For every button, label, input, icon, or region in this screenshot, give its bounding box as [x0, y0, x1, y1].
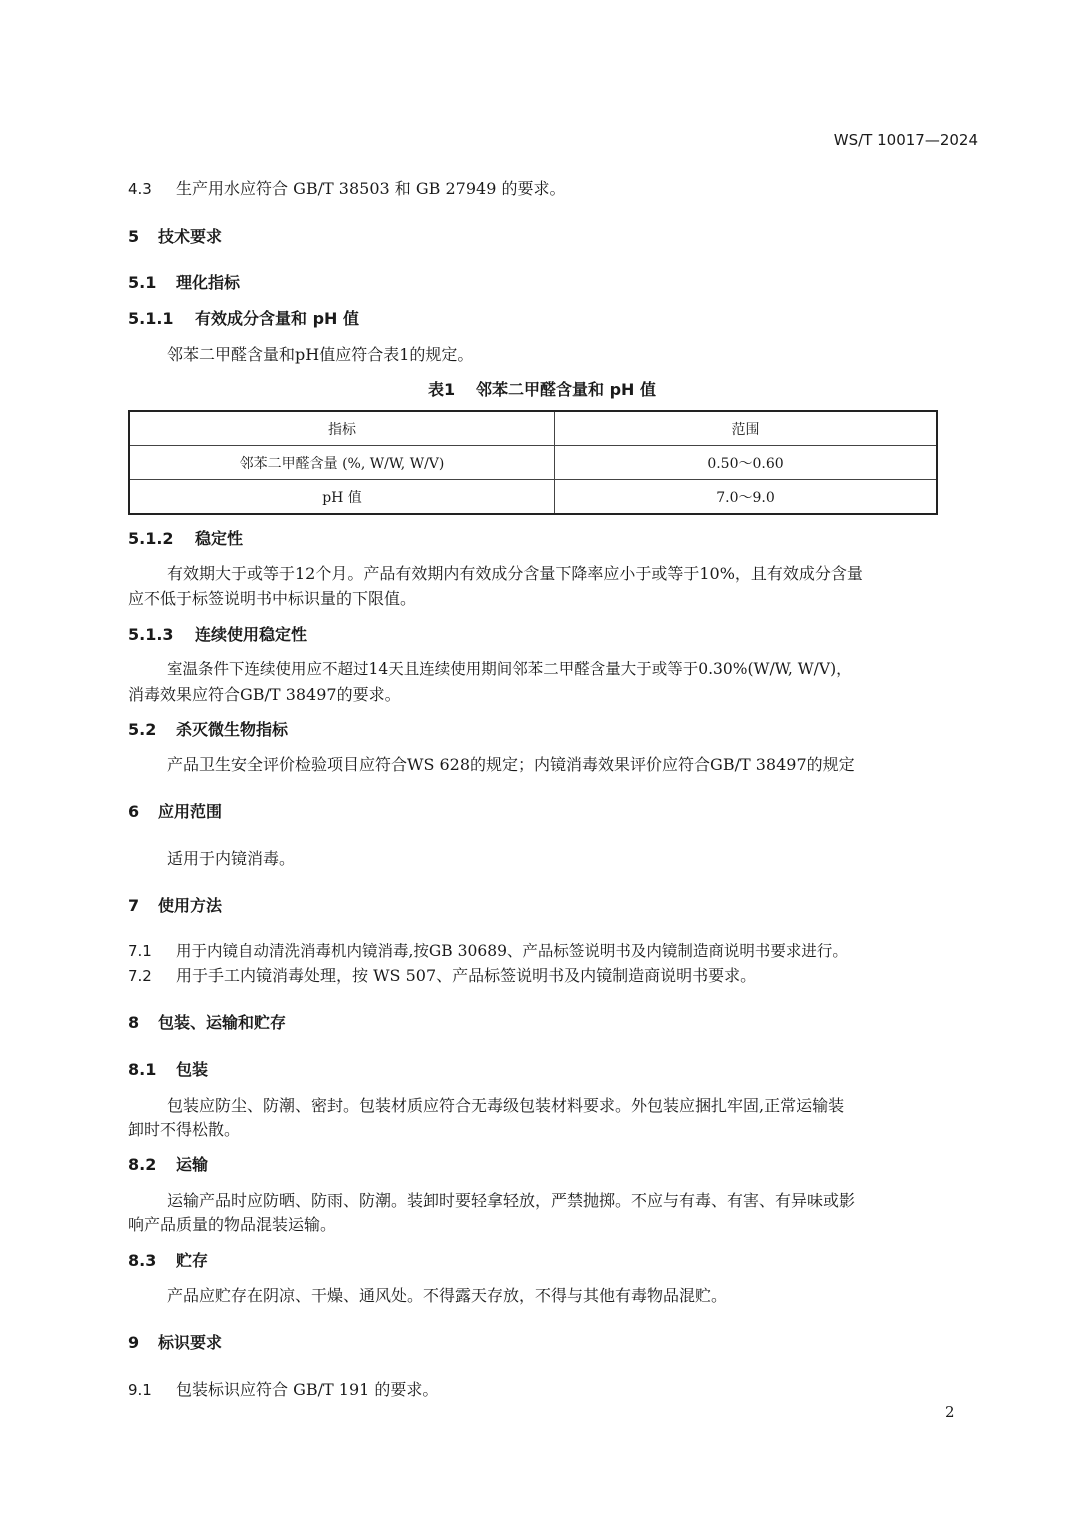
clause-text: 用于手工内镜消毒处理，按 WS 507、产品标签说明书及内镜制造商说明书要求。: [176, 966, 757, 985]
section-5-1-3-heading: [128, 622, 307, 645]
section-5-1-2-line-2: 应不低于标签说明书中标识量的下限值。: [128, 589, 417, 608]
table-title: 邻苯二甲醛含量和 pH 值: [476, 380, 656, 399]
section-5-1-2-line-1: 有效期大于或等于12个月。产品有效期内有效成分含量下降率应小于或等于10%，且有效成分含量: [167, 564, 863, 583]
standard-code: WS/T 10017—2024: [833, 131, 978, 149]
section-number: 5: [128, 227, 140, 246]
section-8-3-text: 产品应贮存在阴凉、干燥、通风处。不得露天存放，不得与其他有毒物品混贮。: [167, 1286, 728, 1305]
section-5-1-heading: [128, 270, 240, 293]
section-title: 理化指标: [176, 273, 241, 292]
section-9-heading: [128, 1330, 222, 1353]
section-8-1-heading: [128, 1057, 208, 1080]
section-5-2-text: 产品卫生安全评价检验项目应符合WS 628的规定；内镜消毒效果评价应符合GB/T 38497的规定: [167, 755, 855, 774]
section-number: 8.1: [128, 1060, 157, 1079]
section-title: 有效成分含量和 pH 值: [195, 309, 359, 328]
section-5-1-1-text: 邻苯二甲醛含量和pH值应符合表1的规定。: [167, 345, 474, 364]
clause-7-1: [128, 939, 848, 961]
section-5-1-2-heading: [128, 526, 243, 549]
table-1-caption: [428, 377, 656, 400]
section-8-2-line-1: 运输产品时应防晒、防雨、防潮。装卸时要轻拿轻放，严禁抛掷。不应与有毒、有害、有异味或影: [167, 1191, 856, 1210]
section-number: 5.1.1: [128, 309, 174, 328]
section-title: 应用范围: [158, 802, 223, 821]
section-8-heading: [128, 1010, 286, 1033]
table-1: [128, 410, 938, 515]
section-5-2-heading: [128, 717, 288, 740]
section-number: 5.1.3: [128, 625, 174, 644]
clause-4-3: [128, 176, 565, 199]
clause-text: 用于内镜自动清洗消毒机内镜消毒,按GB 30689、产品标签说明书及内镜制造商说明书要求进行。: [176, 942, 848, 960]
section-title: 杀灭微生物指标: [176, 720, 289, 739]
clause-number: 7.1: [128, 942, 152, 960]
table-cell: pH 值: [129, 480, 555, 515]
section-title: 包装: [176, 1060, 209, 1079]
table-cell: 7.0～9.0: [555, 480, 938, 515]
section-number: 7: [128, 896, 140, 915]
section-title: 运输: [176, 1155, 209, 1174]
table-cell: 邻苯二甲醛含量 (%, W/W, W/V): [129, 446, 555, 480]
section-number: 9: [128, 1333, 140, 1352]
section-title: 稳定性: [195, 529, 244, 548]
table-row: [129, 480, 937, 515]
section-number: 6: [128, 802, 140, 821]
table-cell: 0.50～0.60: [555, 446, 938, 480]
clause-9-1: [128, 1377, 438, 1400]
section-title: 包装、运输和贮存: [158, 1013, 287, 1032]
section-6-text: 适用于内镜消毒。: [167, 849, 296, 868]
table-header-range: 范围: [555, 411, 938, 446]
section-number: 5.2: [128, 720, 157, 739]
table-header-row: [129, 411, 937, 446]
section-5-heading: [128, 224, 222, 247]
clause-text: 包装标识应符合 GB/T 191 的要求。: [176, 1380, 439, 1399]
section-5-1-3-line-1: 室温条件下连续使用应不超过14天且连续使用期间邻苯二甲醛含量大于或等于0.30%(W/W, W/V)，: [167, 660, 852, 678]
section-title: 使用方法: [158, 896, 223, 915]
section-8-2-line-2: 响产品质量的物品混装运输。: [128, 1215, 337, 1234]
section-title: 标识要求: [158, 1333, 223, 1352]
clause-text: 生产用水应符合 GB/T 38503 和 GB 27949 的要求。: [176, 179, 566, 198]
section-number: 5.1: [128, 273, 157, 292]
section-number: 8.2: [128, 1155, 157, 1174]
section-5-1-3-line-2: 消毒效果应符合GB/T 38497的要求。: [128, 685, 401, 704]
section-8-2-heading: [128, 1152, 208, 1175]
clause-number: 9.1: [128, 1381, 152, 1399]
table-label: 表1: [428, 380, 456, 399]
section-title: 贮存: [176, 1251, 209, 1270]
section-number: 8.3: [128, 1251, 157, 1270]
section-number: 8: [128, 1013, 140, 1032]
section-8-3-heading: [128, 1248, 208, 1271]
section-title: 连续使用稳定性: [195, 625, 308, 644]
section-title: 技术要求: [158, 227, 223, 246]
clause-number: 7.2: [128, 967, 152, 985]
section-7-heading: [128, 893, 222, 916]
page-number: 2: [945, 1403, 955, 1421]
section-5-1-1-heading: [128, 306, 359, 329]
clause-7-2: [128, 963, 756, 986]
section-8-1-line-1: 包装应防尘、防潮、密封。包装材质应符合无毒级包装材料要求。外包装应捆扎牢固,正常运输装: [167, 1096, 845, 1115]
section-number: 5.1.2: [128, 529, 174, 548]
section-8-1-line-2: 卸时不得松散。: [128, 1120, 241, 1139]
section-6-heading: [128, 799, 222, 822]
table-header-indicator: 指标: [129, 411, 555, 446]
clause-number: 4.3: [128, 180, 152, 198]
table-row: [129, 446, 937, 480]
